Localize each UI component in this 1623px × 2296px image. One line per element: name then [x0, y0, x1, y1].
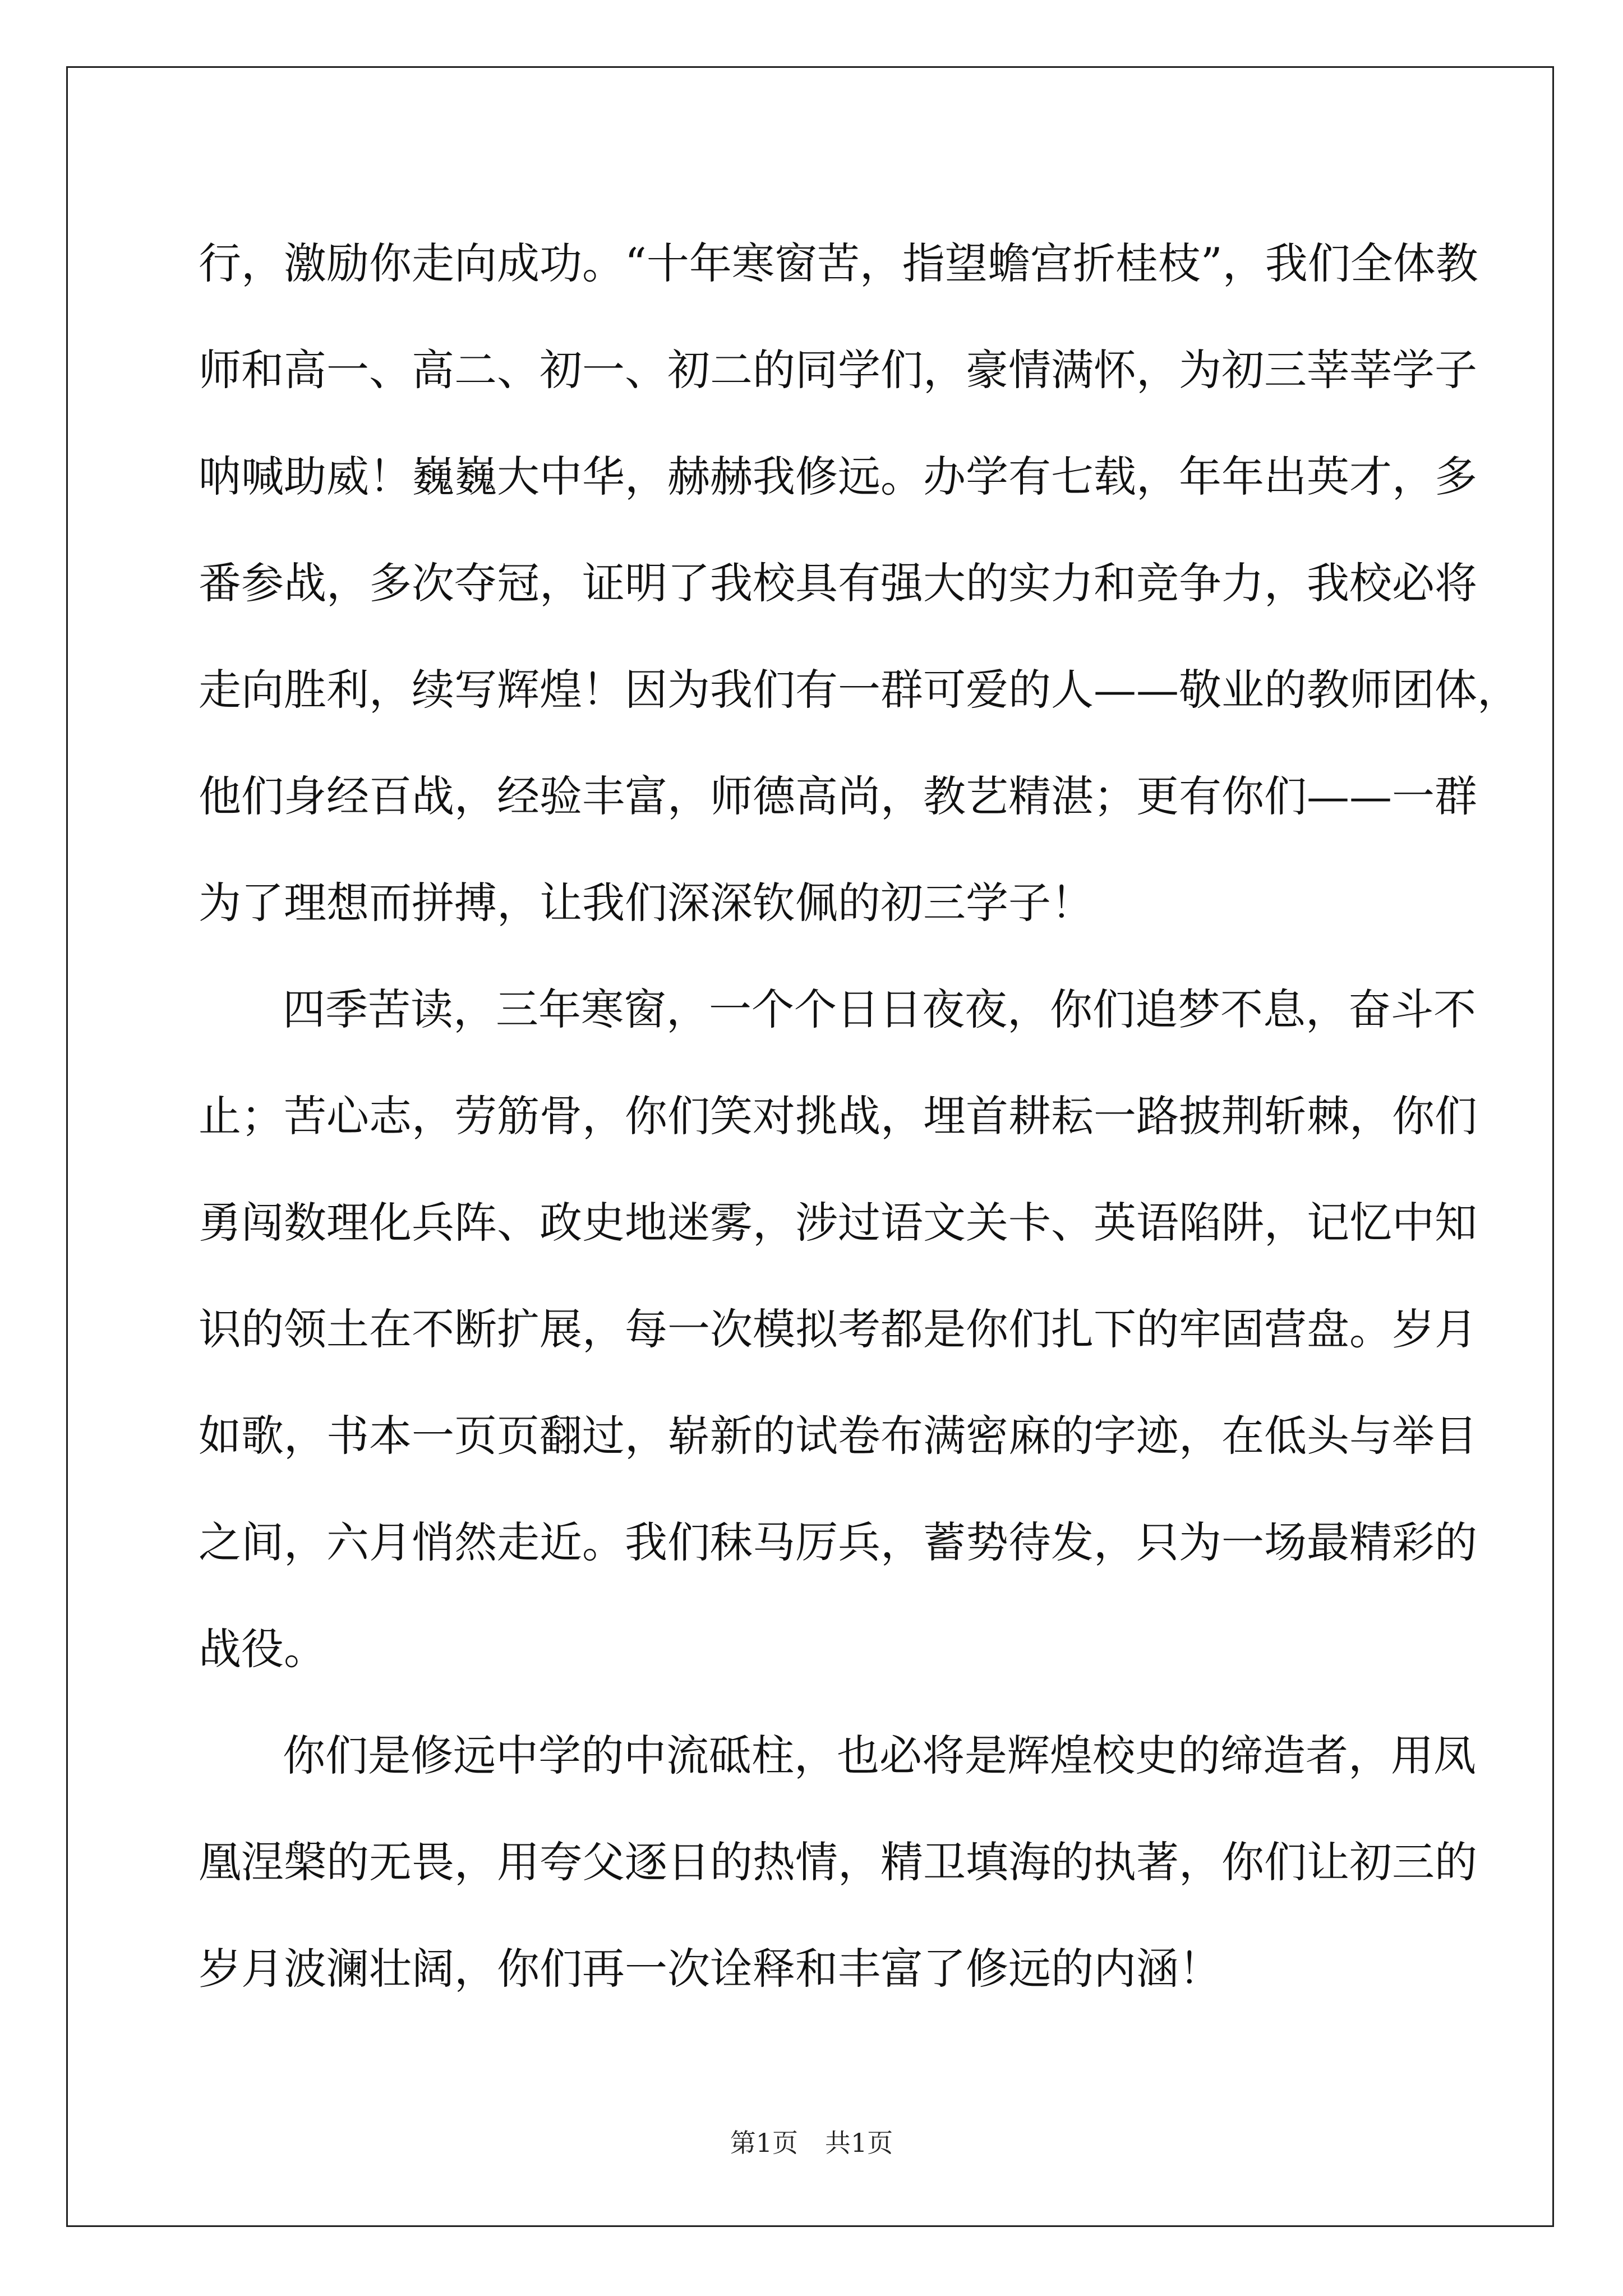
text-line: 番参战，多次夺冠，证明了我校具有强大的实力和竞争力，我校必将 [199, 558, 1477, 608]
text-line: 呐喊助威！巍巍大中华，赫赫我修远。办学有七载，年年出英才，多 [199, 452, 1477, 501]
text-line: 止；苦心志，劳筋骨，你们笑对挑战，埋首耕耘一路披荆斩棘，你们 [199, 1091, 1477, 1141]
paragraph-1 [199, 210, 1520, 956]
text-line: 识的领土在不断扩展，每一次模拟考都是你们扎下的牢固营盘。岁月 [199, 1304, 1477, 1354]
text-line: 之间，六月悄然走近。我们秣马厉兵，蓄势待发，只为一场最精彩的 [199, 1517, 1477, 1567]
page-number-total: 共1页 [825, 2128, 893, 2158]
text-line: 岁月波澜壮阔，你们再一次诠释和丰富了修远的内涵！ [199, 1944, 1221, 1994]
paragraph-2 [199, 956, 1477, 1703]
paragraph-3 [199, 1703, 1477, 2022]
text-line: 如歌，书本一页页翻过，崭新的试卷布满密麻的字迹，在低头与举目 [199, 1411, 1477, 1461]
text-line: 行，激励你走向成功。“十年寒窗苦，指望蟾宫折桂枝”，我们全体教 [199, 238, 1478, 288]
text-line: 为了理想而拼搏，让我们深深钦佩的初三学子！ [199, 878, 1094, 928]
document-body [199, 210, 1520, 2022]
text-line: 四季苦读，三年寒窗，一个个日日夜夜，你们追梦不息，奋斗不 [283, 984, 1476, 1034]
text-line: 你们是修远中学的中流砥柱，也必将是辉煌校史的缔造者，用凤 [283, 1731, 1476, 1780]
text-line: 勇闯数理化兵阵、政史地迷雾，涉过语文关卡、英语陷阱，记忆中知 [199, 1198, 1477, 1248]
page-footer [0, 2126, 1623, 2160]
text-line: 他们身经百战，经验丰富，师德高尚，教艺精湛；更有你们——一群 [199, 771, 1477, 821]
text-line: 师和高一、高二、初一、初二的同学们，豪情满怀，为初三莘莘学子 [199, 345, 1477, 395]
text-line: 凰涅槃的无畏，用夸父逐日的热情，精卫填海的执著，你们让初三的 [199, 1837, 1477, 1887]
page-number-current: 第1页 [730, 2128, 798, 2158]
text-line: 走向胜利，续写辉煌！因为我们有一群可爱的人——敬业的教师团体， [199, 665, 1520, 715]
text-line: 战役。 [199, 1624, 326, 1674]
